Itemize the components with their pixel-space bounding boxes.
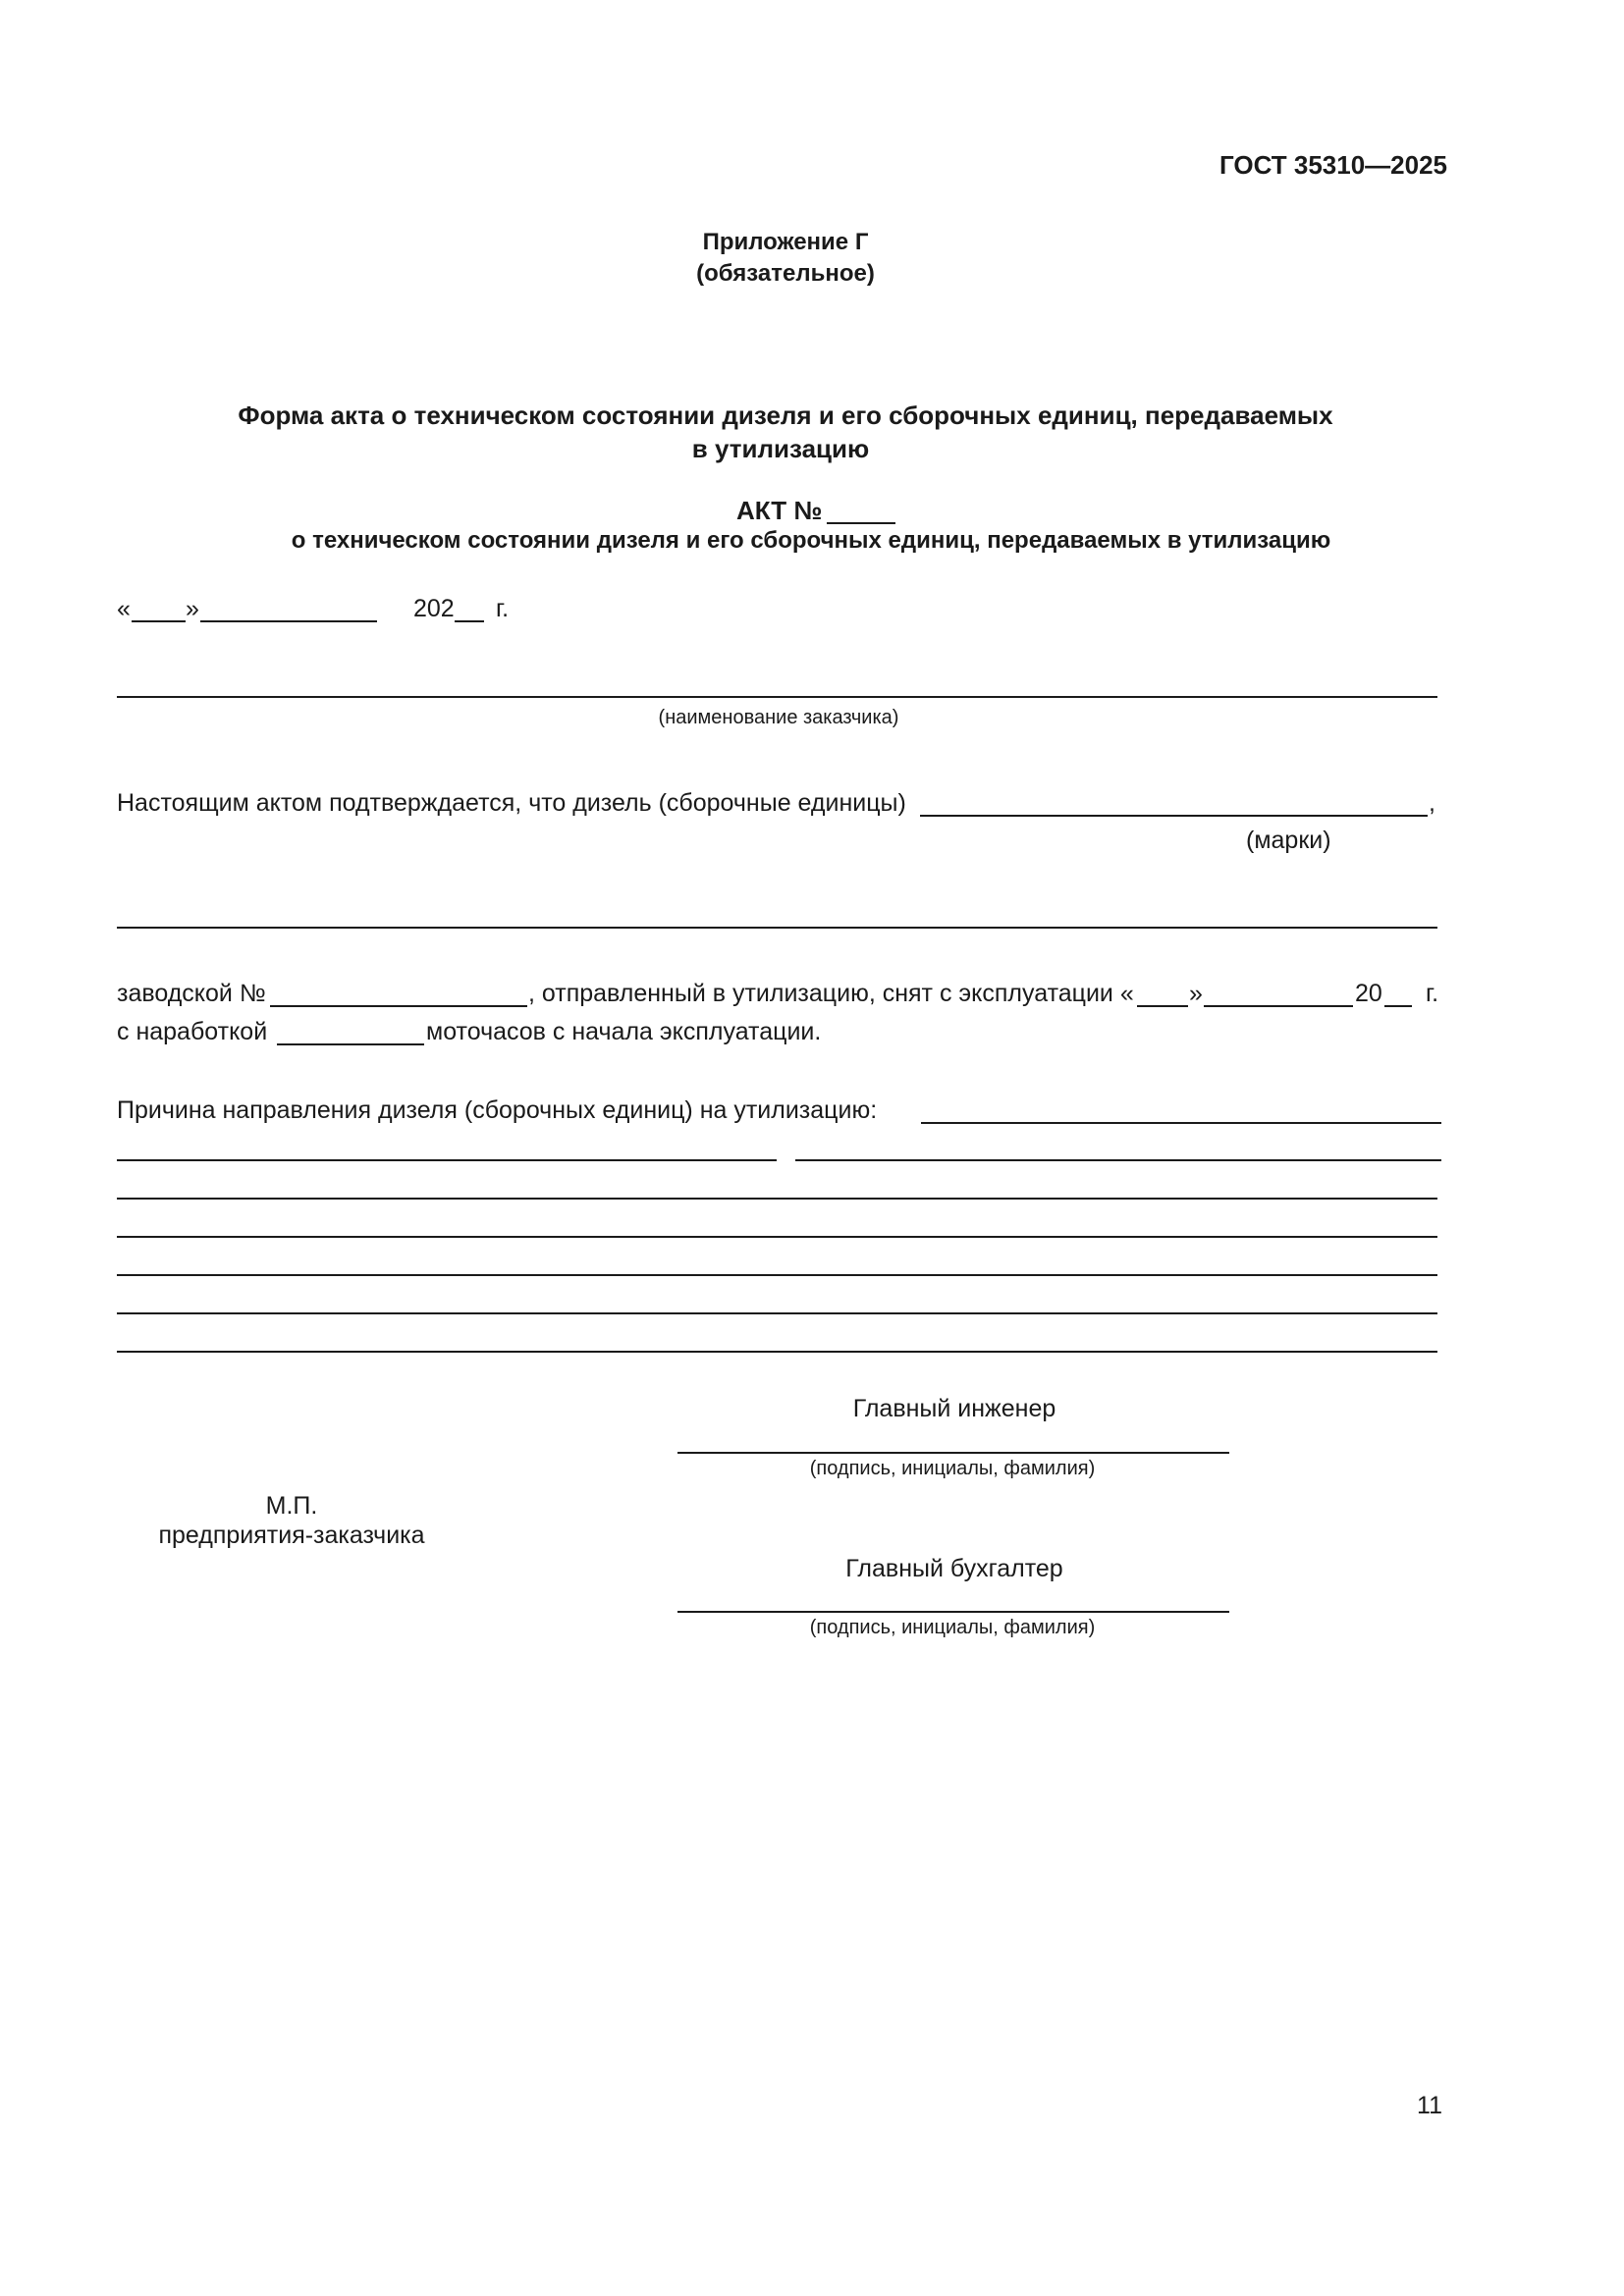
confirmation-comma: , [1429, 789, 1435, 817]
date-month-blank [200, 620, 377, 622]
decommission-year-blank [1384, 1005, 1412, 1007]
date-close-quote: » [186, 595, 199, 622]
engineer-title: Главный инженер [852, 1395, 1056, 1422]
serial-text-mid: , отправленный в утилизацию, снят с эксплуатации « [528, 980, 1134, 1007]
decommission-month-blank [1204, 1005, 1353, 1007]
decommission-close-quote: » [1189, 980, 1203, 1007]
decommission-day-blank [1137, 1005, 1188, 1007]
reason-line-7 [117, 1351, 1437, 1353]
engineer-signature-line [677, 1452, 1229, 1454]
stamp-owner: предприятия-заказчика [158, 1522, 425, 1549]
serial-number-blank [270, 1005, 527, 1007]
reason-line-6 [117, 1312, 1437, 1314]
serial-label: заводской № [117, 980, 266, 1007]
accountant-title: Главный бухгалтер [845, 1555, 1063, 1582]
decommission-year-suffix: г. [1426, 980, 1439, 1007]
stamp-label: М.П. [265, 1492, 318, 1520]
date-year-blank [455, 620, 484, 622]
brand-extra-line [117, 927, 1437, 929]
hours-prefix: с наработкой [117, 1018, 268, 1045]
reason-line-5 [117, 1274, 1437, 1276]
date-open-quote: « [117, 595, 131, 622]
page-number: 11 [1417, 2092, 1442, 2119]
hours-suffix: моточасов с начала эксплуатации. [426, 1018, 822, 1045]
hours-blank [277, 1043, 424, 1045]
standard-number: ГОСТ 35310—2025 [1219, 150, 1447, 180]
brand-caption: (марки) [1246, 827, 1331, 854]
confirmation-text: Настоящим актом подтверждается, что дизель (сборочные единицы) [117, 789, 906, 817]
act-subtitle: о техническом состоянии дизеля и его сборочных единиц, передаваемых в утилизацию [291, 527, 1331, 554]
accountant-caption: (подпись, инициалы, фамилия) [809, 1617, 1096, 1638]
engineer-caption: (подпись, инициалы, фамилия) [809, 1458, 1096, 1479]
decommission-year-prefix: 20 [1355, 980, 1382, 1007]
appendix-status: (обязательное) [696, 260, 875, 287]
reason-line-2a [117, 1159, 777, 1161]
accountant-signature-line [677, 1611, 1229, 1613]
reason-line-1 [921, 1122, 1441, 1124]
date-day-blank [132, 620, 186, 622]
act-number-label: АКТ № [736, 496, 823, 525]
reason-line-2b [795, 1159, 1441, 1161]
form-title-line1: Форма акта о техническом состоянии дизеля и его сборочных единиц, передаваемых [238, 400, 1333, 430]
reason-line-3 [117, 1198, 1437, 1200]
form-title-line2: в утилизацию [691, 434, 870, 463]
customer-name-line [117, 696, 1437, 698]
reason-label: Причина направления дизеля (сборочных единиц) на утилизацию: [117, 1096, 878, 1124]
act-number-blank [827, 522, 895, 524]
date-year-suffix: г. [496, 595, 510, 622]
appendix-title: Приложение Г [702, 229, 869, 255]
reason-line-4 [117, 1236, 1437, 1238]
brand-blank [920, 815, 1428, 817]
date-year-prefix: 202 [413, 595, 455, 622]
customer-caption: (наименование заказчика) [658, 707, 899, 728]
